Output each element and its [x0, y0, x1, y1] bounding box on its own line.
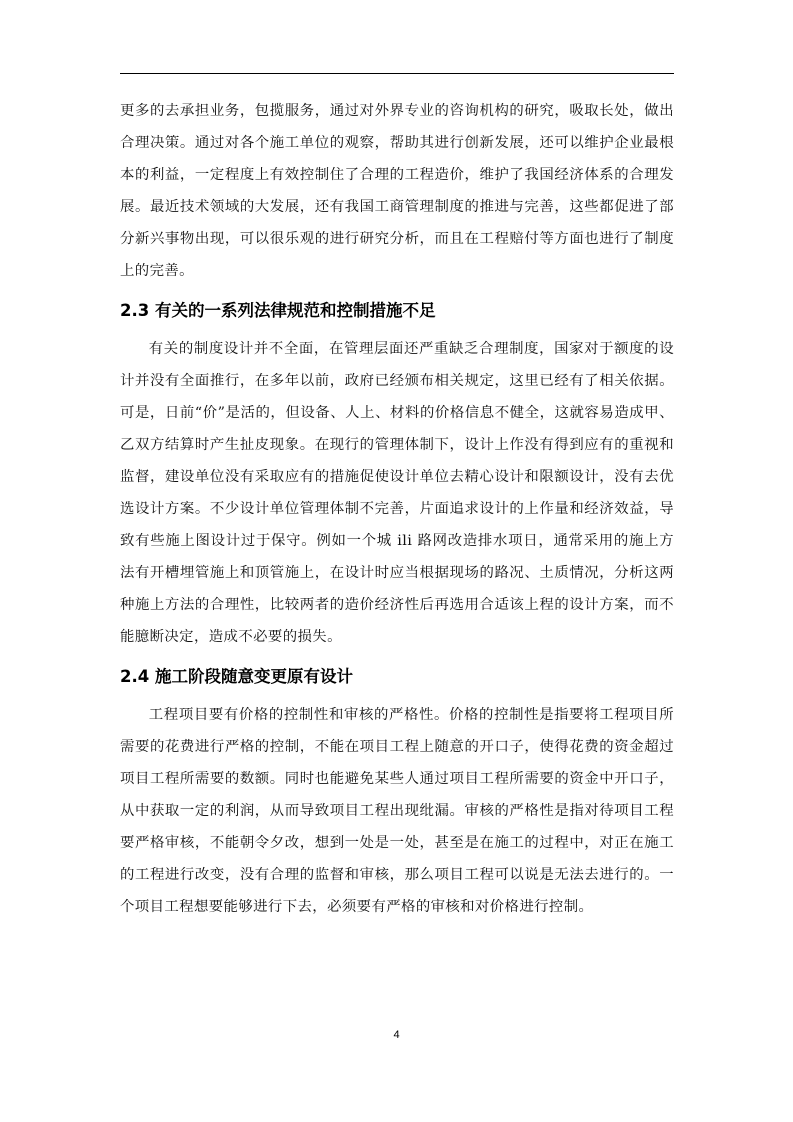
section-heading-2-3: 2.3 有关的一系列法律规范和控制措施不足 — [120, 301, 436, 320]
paragraph-construction-changes: 工程项目要有价格的控制性和审核的严格性。价格的控制性是指要将工程项目所需要的花费进行严格的控制，不能在项目工程上随意的开口子，使得花费的资金超过项目工程所需要的数额。同时也能避免某些人通过项目工程所需要的资金中开口子，从中获取一定的利润，从而导致项目工程出现纰漏。审核的严格性是指对待项目工程要严格审核，不能朝令夕改，想到一处是一处，甚至是在施工的过程中，对正在施工的工程进行改变，没有合理的监督和审核，那么项目工程可以说是无法去进行的。一个项目工程想要能够进行下去，必须要有严格的审核和对价格进行控制。 — [120, 707, 674, 915]
paragraph-regulations: 有关的制度设计并不全面，在管理层面还严重缺乏合理制度，国家对于额度的设计并没有全面推行，在多年以前，政府已经颁布相关规定，这里已经有了相关依据。可是，日前“价”是活的，但设备、人上、材料的价格信息不健全，这就容易造成甲、乙双方结算时产生扯皮现象。在现行的管理体制下，设计上作没有得到应有的重视和监督，建设单位没有采取应有的措施促使设计单位去精心设计和限额设计，没有去优选设计方案。不少设计单位管理体制不完善，片面追求设计的上作量和经济效益，导致有些施上图设计过于保守。例如一个城 ili 路网改造排水项日，通常采用的施上方法有开槽埋管施上和顶管施上，在设计时应当根据现场的路况、土质情况，分析这两种施上方法的合理性，比较两者的造价经济性后再选用合适该上程的设计方案，而不能臆断决定，造成不必要的损失。 — [120, 341, 674, 645]
section-heading-2-4: 2.4 施工阶段随意变更原有设计 — [120, 667, 353, 686]
paragraph-continuation: 更多的去承担业务，包揽服务，通过对外界专业的咨询机构的研究，吸取长处，做出合理决策。通过对各个施工单位的观察，帮助其进行创新发展，还可以维护企业最根本的利益，一定程度上有效控制住了合理的工程造价，维护了我国经济体系的合理发展。最近技术领域的大发展，还有我国工商管理制度的推进与完善，这些都促进了部分新兴事物出现，可以很乐观的进行研究分析，而且在工程赔付等方面也进行了制度上的完善。 — [120, 103, 674, 279]
page-number: 4 — [393, 1029, 400, 1041]
document-body — [120, 95, 674, 923]
header-rule — [120, 73, 674, 74]
